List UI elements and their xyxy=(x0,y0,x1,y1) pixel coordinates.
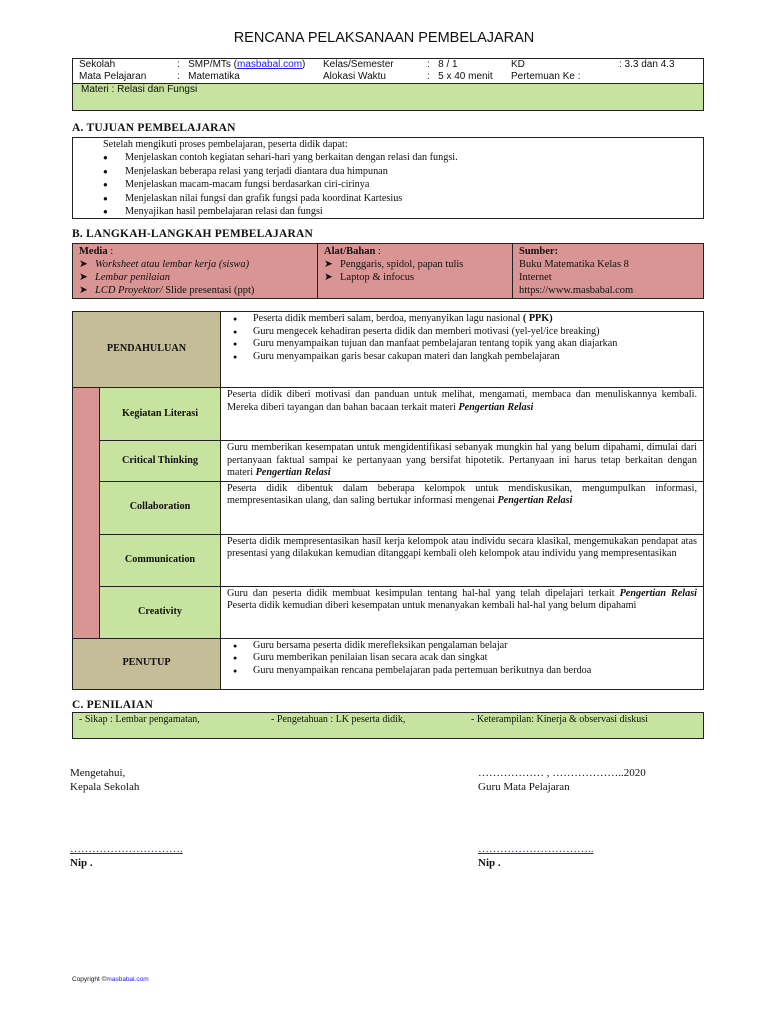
colon: : xyxy=(427,59,430,70)
sumber-item: https://www.masbabal.com xyxy=(519,285,634,296)
copyright xyxy=(72,976,149,983)
arrow-icon: ➤ xyxy=(79,259,88,270)
alat-suffix: : xyxy=(375,246,381,257)
list-item: ● Guru menyampaikan garis besar cakupan materi dan langkah pembelajaran xyxy=(253,351,697,364)
colon: : xyxy=(427,71,430,82)
sumber-item: Internet xyxy=(519,272,552,283)
mapel-label: Mata Pelajaran xyxy=(79,71,147,82)
kelas-value: 8 / 1 xyxy=(438,59,458,70)
materi-bar xyxy=(72,84,704,111)
penilaian-heading: C. PENILAIAN xyxy=(72,699,153,711)
list-item: ● Guru memberikan penilaian lisan secara acak dan singkat xyxy=(253,652,697,665)
penutup-label: PENUTUP xyxy=(73,638,221,689)
list-item: ● Guru bersama peserta didik merefleksikan pengalaman belajar xyxy=(253,640,697,653)
penilaian-keterampilan: - Keterampilan: Kinerja & observasi diskusi xyxy=(471,714,648,725)
sumber-title: Sumber: xyxy=(519,246,559,257)
signature-left-name xyxy=(70,842,183,870)
media-lcd-rest: Slide presentasi (ppt) xyxy=(162,285,255,296)
colon: : xyxy=(177,59,180,70)
nip-left: Nip . xyxy=(70,857,93,869)
creat-text-2: Peserta didik kemudian diberi kesempatan untuk menanyakan kembali hal-hal yang belum dipahami xyxy=(227,600,637,611)
list-item: ● Menjelaskan nilai fungsi dan grafik fungsi pada koordinat Kartesius xyxy=(125,192,703,205)
pertemuan-label: Pertemuan Ke : xyxy=(511,71,581,82)
critical-label: Critical Thinking xyxy=(100,441,221,482)
mapel-value: Matematika xyxy=(188,71,240,82)
arrow-icon: ➤ xyxy=(79,272,88,283)
sumber-cell xyxy=(513,244,704,299)
list-item: ● Menjelaskan macam-macam fungsi berdasarkan ciri-cirinya xyxy=(125,178,703,191)
tujuan-list xyxy=(73,151,703,218)
creat-text: Guru dan peserta didik membuat kesimpulan tentang hal-hal yang telah dipelajari terkait xyxy=(227,587,615,599)
list-item: ● Guru menyampaikan tujuan dan manfaat pembelajaran tentang topik yang akan diajarkan xyxy=(253,338,697,351)
arrow-icon: ➤ xyxy=(324,259,333,270)
kd-label: KD xyxy=(511,59,525,70)
alokasi-value: 5 x 40 menit xyxy=(438,71,493,82)
comm-label: Communication xyxy=(100,534,221,586)
nip-right: Nip . xyxy=(478,857,501,869)
penilaian-box xyxy=(72,712,704,739)
signature-left xyxy=(70,766,139,794)
kelas-label: Kelas/Semester xyxy=(323,59,394,70)
collab-em: Pengertian Relasi xyxy=(497,495,573,506)
sekolah-link[interactable]: masbabal.com xyxy=(237,59,303,70)
literasi-em: Pengertian Relasi xyxy=(458,401,534,413)
list-item: ● Menjelaskan beberapa relasi yang terjadi diantara dua himpunan xyxy=(125,165,703,178)
dots-right: ………………………….. xyxy=(478,843,594,855)
literasi-content xyxy=(221,388,704,441)
alat-title: Alat/Bahan xyxy=(324,246,376,257)
kd-value: : 3.3 dan 4.3 xyxy=(619,59,675,70)
list-item: ● Guru menyampaikan rencana pembelajaran pada pertemuan berikutnya dan berdoa xyxy=(253,665,697,678)
arrow-icon: ➤ xyxy=(79,285,88,296)
critical-text: Guru memberikan kesempatan untuk mengidentifikasi sebanyak mungkin hal yang belum dipahami, dimulai dari pertanyaan faktual sampai ke pertanyaan yang bersifat hipotetik. Pertanyaan ini harus tetap berkaitan dengan materi xyxy=(227,442,697,478)
sekolah-label: Sekolah xyxy=(79,59,116,70)
kepala-label: Kepala Sekolah xyxy=(70,781,140,793)
header-info: Sekolah : SMP/MTs (masbabal.com) Kelas/Semester : 8 / 1 KD : 3.3 dan 4.3 Mata Pelajaran : Matematika Alokasi Waktu : 5 x 40 menit Pertemuan Ke : Materi : Relasi dan Fungsi xyxy=(72,58,704,111)
collab-content xyxy=(221,481,704,534)
critical-em: Pengertian Relasi xyxy=(255,467,331,478)
tujuan-intro: Setelah mengikuti proses pembelajaran, peserta didik dapat: xyxy=(103,139,348,150)
penutup-content xyxy=(221,638,704,689)
kegiatan-table xyxy=(72,311,704,690)
pendahuluan-item: Peserta didik memberi salam, berdoa, menyanyikan lagu nasional xyxy=(253,313,521,324)
alat-item: Penggaris, spidol, papan tulis xyxy=(340,259,464,270)
copyright-link[interactable]: masbabal.com xyxy=(106,976,149,983)
creat-label: Creativity xyxy=(100,586,221,638)
media-title: Media xyxy=(79,246,108,257)
creat-em: Pengertian Relasi xyxy=(619,587,698,599)
media-table xyxy=(72,243,704,299)
ppk-label: ( PPK) xyxy=(522,313,553,324)
list-item: ● Menyajikan hasil pembelajaran relasi dan fungsi xyxy=(125,205,703,218)
inti-side-bar xyxy=(73,388,100,639)
literasi-label: Kegiatan Literasi xyxy=(100,388,221,441)
collab-text: Peserta didik dibentuk dalam beberapa kelompok untuk mendiskusikan, mengumpulkan informasi, mempresentasikan ulang, dan saling bertukar informasi mengenai xyxy=(227,482,697,506)
list-item: ● Menjelaskan contoh kegiatan sehari-hari yang berkaitan dengan relasi dan fungsi. xyxy=(125,151,703,164)
media-cell xyxy=(73,244,318,299)
guru-label: Guru Mata Pelajaran xyxy=(478,781,570,793)
media-lcd: LCD Proyektor/ xyxy=(95,285,163,296)
page-title: RENCANA PELAKSANAAN PEMBELAJARAN xyxy=(233,30,535,46)
pendahuluan-label: PENDAHULUAN xyxy=(73,312,221,388)
materi-text: Materi : Relasi dan Fungsi xyxy=(81,84,198,95)
tujuan-box xyxy=(72,137,704,219)
signature-right xyxy=(478,766,646,794)
signature-right-name xyxy=(478,842,594,870)
copyright-text: Copyright © xyxy=(72,976,107,983)
collab-label: Collaboration xyxy=(100,481,221,534)
alokasi-label: Alokasi Waktu xyxy=(323,71,386,82)
comm-content: Peserta didik mempresentasikan hasil kerja kelompok atau individu secara klasikal, mengemukakan pendapat atas presentasi yang dilakukan kemudian ditanggapi kembali oleh kelompok atau individu yang mempresentasikan xyxy=(221,534,704,586)
dots-left: …………………………. xyxy=(70,843,183,855)
sekolah-value: SMP/MTs xyxy=(188,59,231,70)
creat-content xyxy=(221,586,704,638)
list-item xyxy=(253,313,697,326)
media-item: Lembar penilaian xyxy=(95,272,170,283)
langkah-heading: B. LANGKAH-LANGKAH PEMBELAJARAN xyxy=(72,228,314,240)
sumber-item: Buku Matematika Kelas 8 xyxy=(519,259,629,270)
mengetahui-label: Mengetahui, xyxy=(70,767,126,779)
penilaian-pengetahuan: - Pengetahuan : LK peserta didik, xyxy=(271,714,406,725)
arrow-icon: ➤ xyxy=(324,272,333,283)
literasi-text: Peserta didik diberi motivasi dan panduan untuk melihat, mengamati, membaca dan menuliskannya kembali. Mereka diberi tayangan dan bahan bacaan terkait materi xyxy=(227,389,697,413)
tujuan-heading: A. TUJUAN PEMBELAJARAN xyxy=(72,122,236,134)
alat-item: Laptop & infocus xyxy=(340,272,415,283)
media-item: Worksheet atau lembar kerja (siswa) xyxy=(95,259,250,270)
pendahuluan-content xyxy=(221,312,704,388)
colon: : xyxy=(177,71,180,82)
penilaian-sikap: - Sikap : Lembar pengamatan, xyxy=(79,714,200,725)
list-item: ● Guru mengecek kehadiran peserta didik dan memberi motivasi (yel-yel/ice breaking) xyxy=(253,326,697,339)
alat-cell xyxy=(318,244,513,299)
critical-content xyxy=(221,441,704,482)
media-suffix: : xyxy=(107,246,114,257)
date-line: ……………… , ………………..2020 xyxy=(478,767,646,779)
